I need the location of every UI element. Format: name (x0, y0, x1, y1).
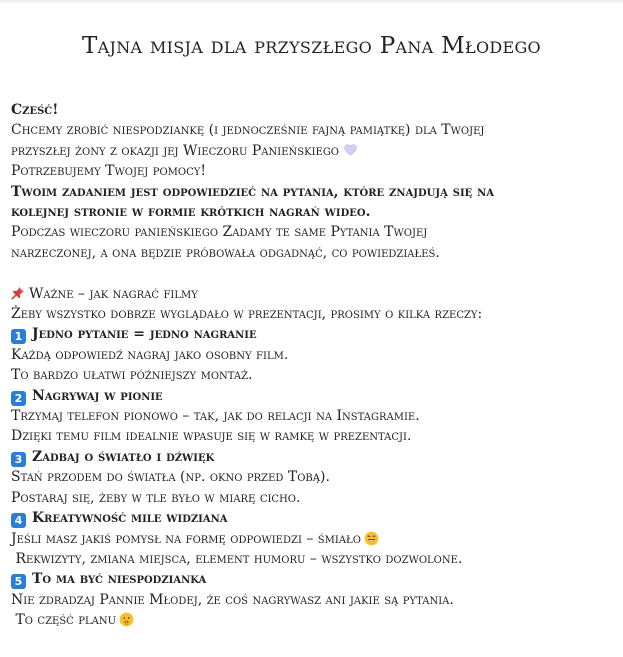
rule-title-text: Kreatywność mile widziana (32, 510, 228, 527)
intro-line-with-heart (11, 141, 611, 161)
rule-title (11, 508, 611, 528)
rule-text: Rekwizyty, zmiana miejsca, element humoru – wszystko dozwolone. (11, 550, 463, 567)
rule-title (11, 324, 611, 344)
rule-text-with-emoji (11, 529, 611, 549)
rule-text: Stań przodem do światła (np. okno przed Tobą). (11, 469, 330, 486)
rule-text: Trzymaj telefon pionowo – tak, jak do relacji na Instagramie. (11, 408, 420, 425)
rule-text: To część planu (11, 612, 117, 629)
pushpin-icon (11, 286, 25, 300)
rule-text: Dzięki temu film idealnie wpasuje się w ramkę w prezentacji. (11, 428, 412, 445)
rule-text: Postaraj się, żeby w tle było w miarę cicho. (11, 489, 301, 506)
top-border (0, 0, 623, 4)
rule-title (11, 569, 611, 589)
rule-title (11, 386, 611, 406)
rule-text: Każdą odpowiedź nagraj jako osobny film. (11, 346, 289, 363)
task-line: Twoim zadaniem jest odpowiedzieć na pytania, które znajdują się na (11, 183, 495, 200)
grinning-face-icon (364, 531, 379, 546)
shushing-face-icon (119, 612, 134, 627)
document-body (11, 100, 611, 631)
rule-text: Jeśli masz jakiś pomysł na formę odpowiedzi – śmiało (11, 530, 361, 547)
number-badge-4: 4 (11, 513, 26, 528)
greeting: Cześć! (11, 102, 59, 118)
intro-line: Chcemy zrobić niespodziankę (i jednocześnie fajną pamiątkę) dla Twojej (11, 122, 485, 139)
number-badge-5: 5 (11, 574, 26, 589)
rule-title-text: Nagrywaj w pionie (32, 387, 163, 404)
rule-text: Nie zdradzaj Pannie Młodej, że coś nagrywasz ani jakie są pytania. (11, 591, 454, 608)
task-line: kolejnej stronie w formie krótkich nagrań wideo. (11, 204, 371, 221)
spacer (11, 263, 611, 283)
number-badge-1: 1 (11, 329, 26, 344)
important-subheading: Żeby wszystko dobrze wyglądało w prezentacji, prosimy o kilka rzeczy: (11, 306, 483, 323)
important-heading (11, 284, 611, 304)
important-heading-text: Ważne – jak nagrać filmy (29, 285, 198, 302)
rule-text-with-emoji (11, 610, 611, 630)
rule-text: To bardzo ułatwi późniejszy montaż. (11, 367, 253, 384)
page-title: Tajna misja dla przyszłego Pana Młodego (82, 33, 541, 59)
number-badge-3: 3 (11, 452, 26, 467)
number-badge-2: 2 (11, 391, 26, 406)
info-line: Podczas wieczoru panieńskiego Zadamy te same Pytania Twojej (11, 224, 428, 241)
rule-title-text: To ma być niespodzianka (32, 571, 207, 588)
intro-line-text: przyszłej żony z okazji jej Wieczoru Panieńskiego (11, 142, 340, 159)
rule-title-text: Jedno pytanie = jedno nagranie (32, 326, 257, 343)
info-line: narzeczonej, a ona będzie próbowała odgadnąć, co powiedziałeś. (11, 244, 440, 261)
rule-title-text: Zadbaj o światło i dźwięk (32, 448, 215, 465)
purple-heart-icon (344, 144, 357, 156)
rule-title (11, 447, 611, 467)
intro-line: Potrzebujemy Twojej pomocy! (11, 163, 206, 180)
